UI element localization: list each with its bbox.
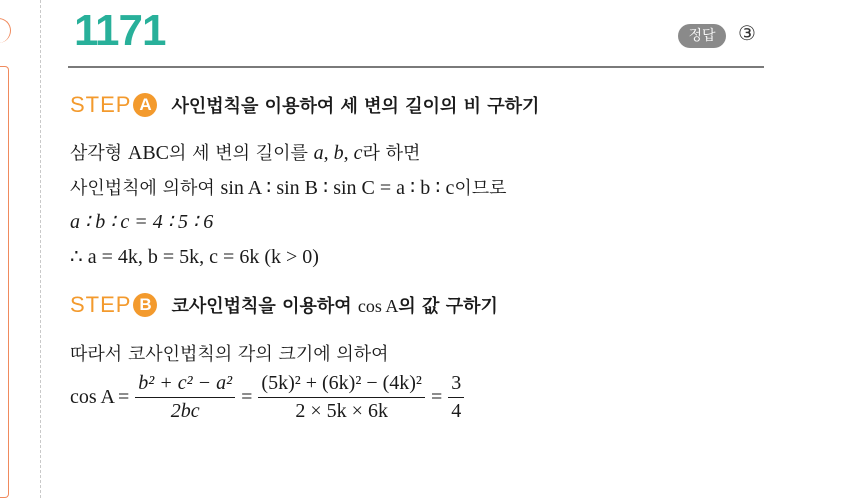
math-a: a (313, 142, 324, 164)
equals-sign: = (241, 386, 253, 408)
step-b-letter-badge: B (133, 293, 157, 317)
step-a-label: STEP (70, 92, 132, 117)
text: 사인법칙에 의하여 (70, 178, 221, 199)
text: 코사인법칙을 이용하여 (171, 296, 358, 317)
equals-sign: = (118, 386, 130, 408)
step-a-title: 사인법칙을 이용하여 세 변의 길이의 비 구하기 (171, 96, 540, 117)
ratio-expression: a ∶ b ∶ c = 4 ∶ 5 ∶ 6 (70, 211, 214, 233)
math-c: c (353, 142, 363, 164)
side-lengths-expression: ∴ a = 4k, b = 5k, c = 6k (k > 0) (70, 246, 319, 268)
step-a-line-1 (70, 139, 420, 165)
text: 라 하면 (362, 143, 421, 164)
margin-dashed-line (40, 0, 41, 498)
problem-number: 1171 (74, 6, 166, 55)
fraction-denominator: 4 (451, 400, 462, 422)
math-abc: ABC (127, 142, 170, 164)
text: 이므로 (454, 178, 507, 199)
step-b-heading (70, 292, 498, 318)
cosine-formula (70, 372, 467, 423)
text: 의 세 변의 길이를 (169, 143, 314, 164)
fraction-numerator: 3 (448, 372, 464, 398)
answer-badge: 정답 (678, 24, 726, 48)
step-b-title (171, 292, 497, 318)
equals-sign: = (430, 386, 443, 408)
answer-value: ③ (738, 21, 756, 45)
math-cos-a: cos A (357, 296, 399, 316)
fraction-numerator: (5k)² + (6k)² − (4k)² (258, 372, 425, 398)
fraction-general (135, 372, 235, 423)
step-b-line-1: 따라서 코사인법칙의 각의 크기에 의하여 (70, 344, 389, 365)
step-a-line-2 (70, 174, 507, 200)
step-a-line-4 (70, 244, 319, 269)
math-b: b (333, 142, 344, 164)
step-a-line-3 (70, 209, 213, 234)
header-divider (68, 66, 764, 68)
fraction-denominator: 2 × 5k × 6k (295, 400, 388, 422)
step-a-heading (70, 92, 539, 118)
fraction-numerator: b² + c² − a² (135, 372, 235, 398)
comma: , (323, 142, 334, 164)
fraction-substituted (258, 372, 425, 423)
page-edge-decoration (0, 66, 9, 498)
fraction-result (448, 372, 464, 423)
text: 의 값 구하기 (398, 296, 498, 317)
fraction-denominator: 2bc (170, 400, 200, 422)
formula-lhs: cos A (70, 386, 115, 408)
comma: , (343, 142, 354, 164)
text: 삼각형 (70, 143, 128, 164)
sine-law-expression: sin A ∶ sin B ∶ sin C = a ∶ b ∶ c (220, 177, 455, 199)
step-b-label: STEP (70, 292, 132, 317)
step-a-letter-badge: A (133, 93, 157, 117)
page-edge-decoration-top (0, 18, 11, 43)
